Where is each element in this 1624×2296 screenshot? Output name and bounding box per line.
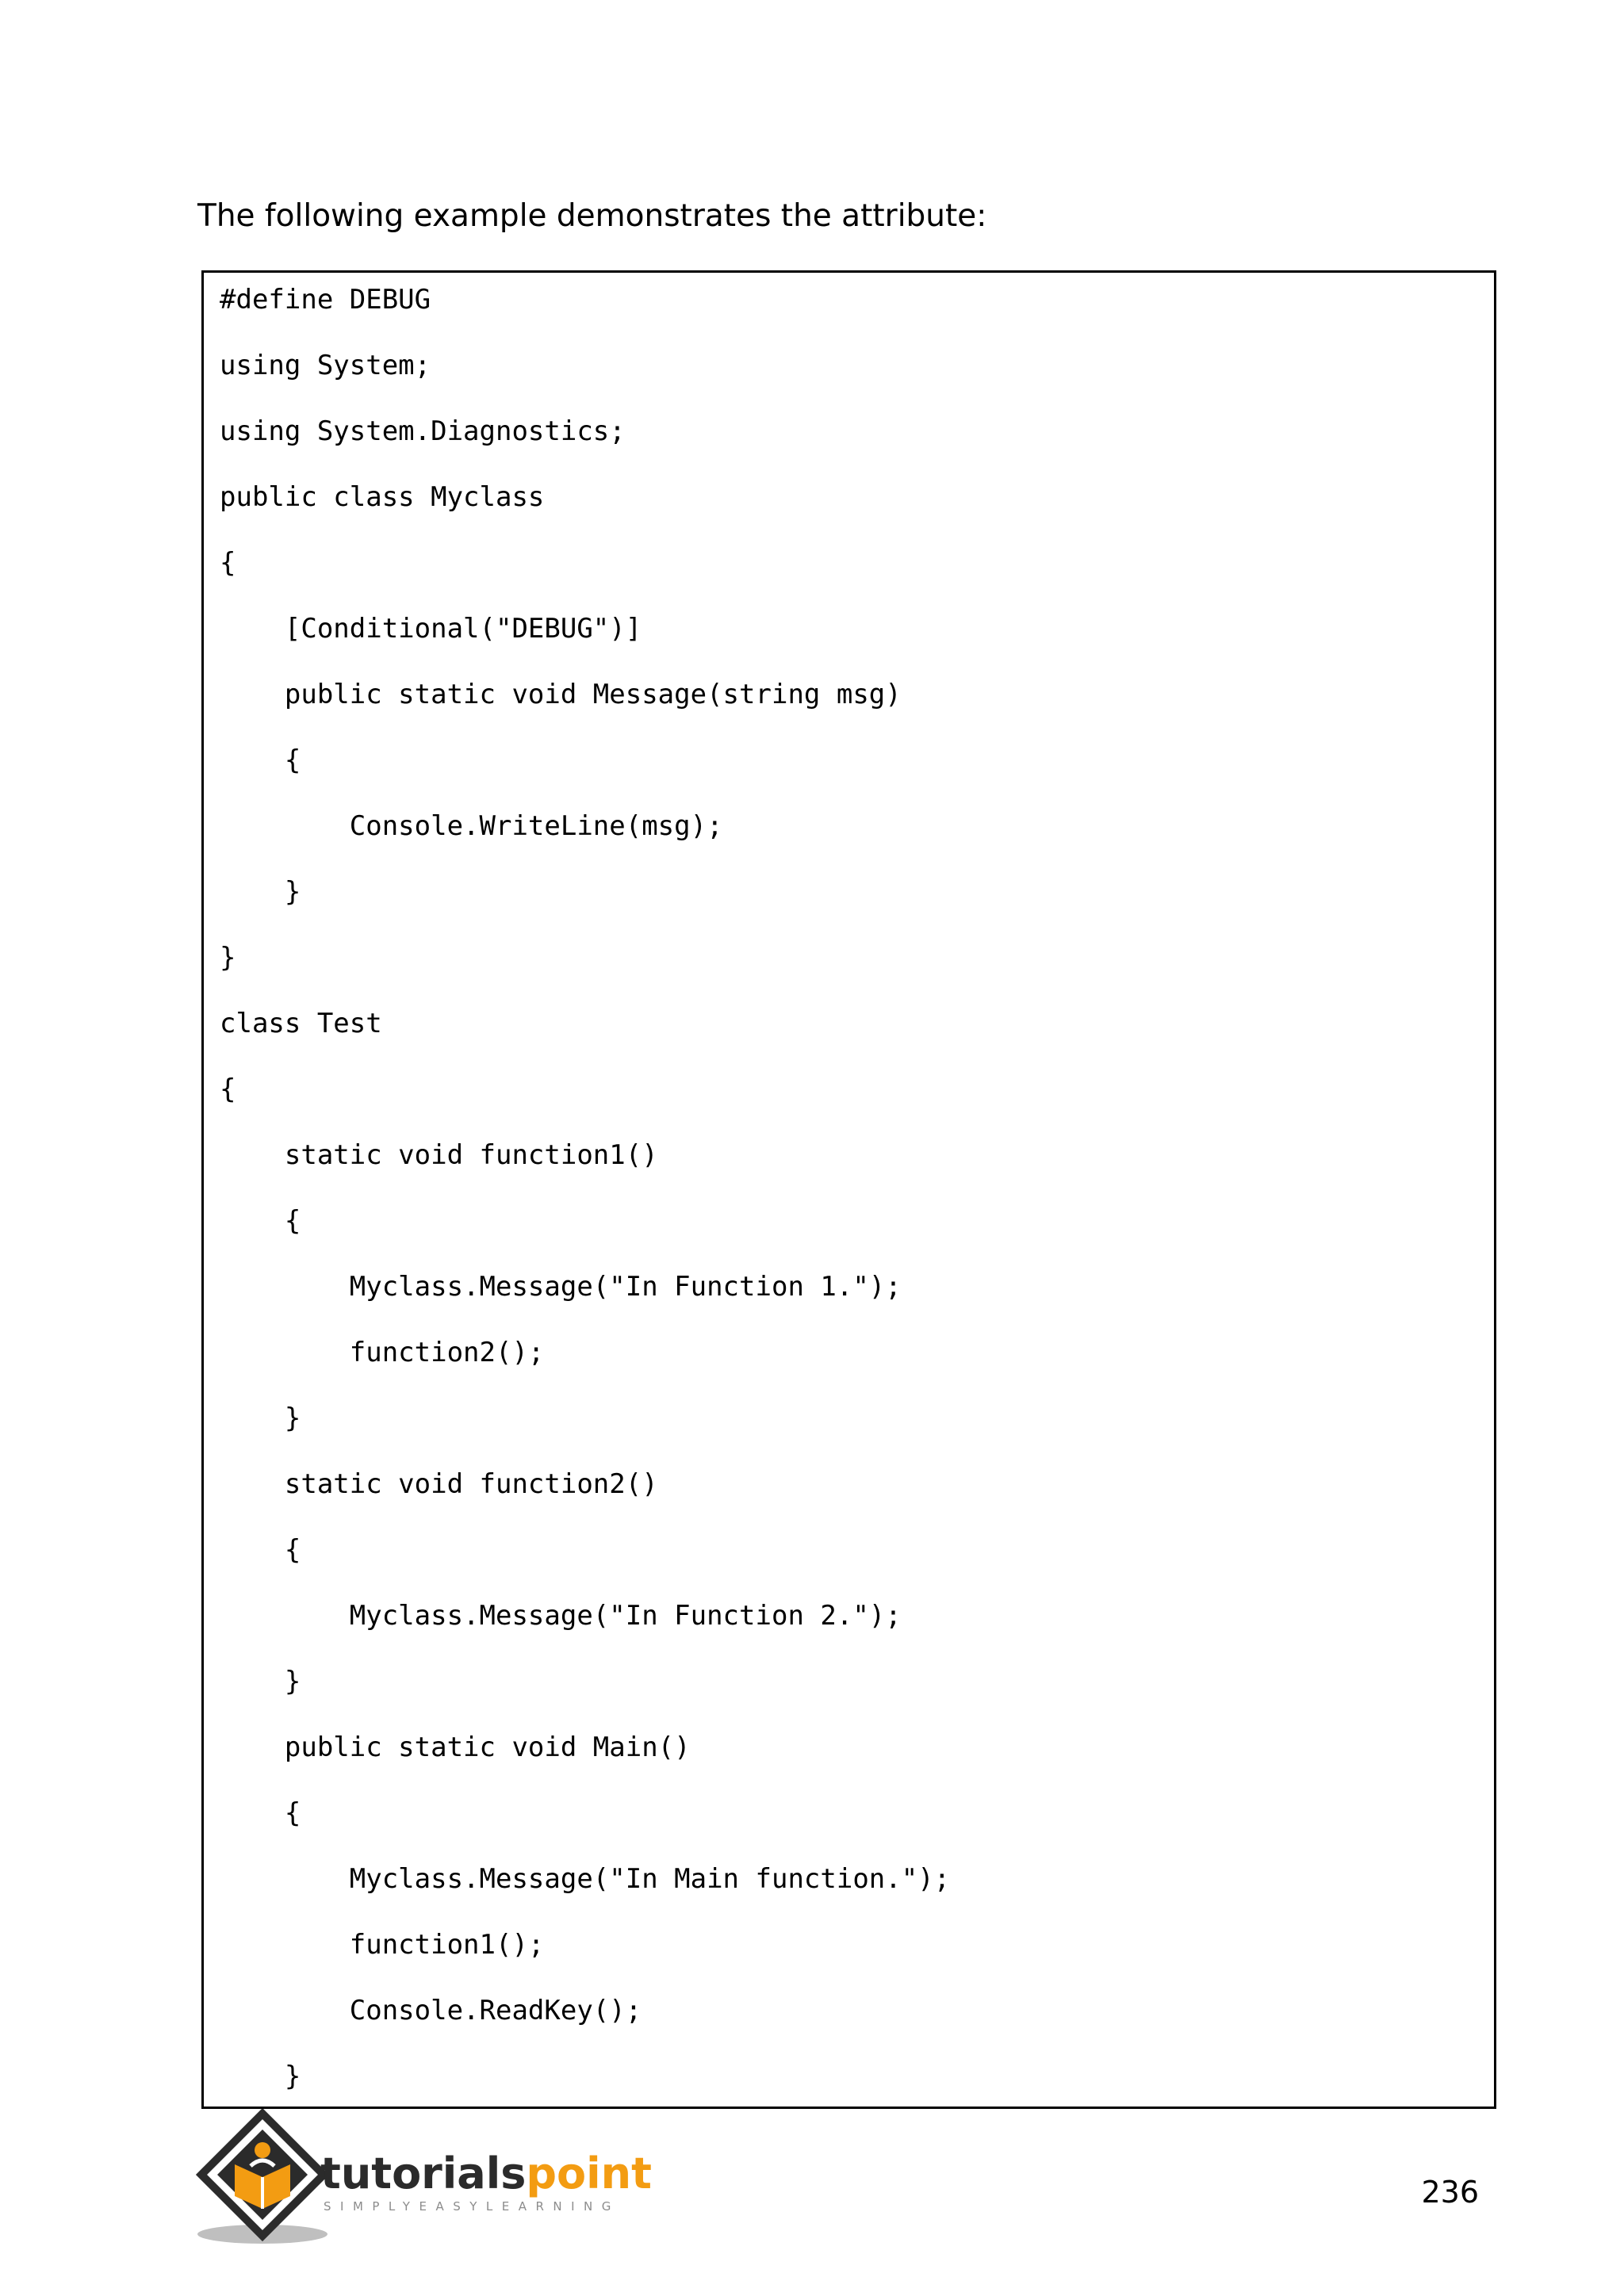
- code-block: [201, 270, 1496, 2109]
- logo-brand-accent: point: [526, 2149, 652, 2198]
- intro-paragraph: The following example demonstrates the attribute:: [197, 198, 987, 234]
- logo-graphic: [195, 2109, 655, 2248]
- code-line: {: [220, 1073, 236, 1105]
- code-line: Console.WriteLine(msg);: [220, 810, 723, 842]
- code-line: Myclass.Message("In Main function.");: [220, 1863, 951, 1895]
- svg-text:tutorialspoint: [320, 2149, 652, 2198]
- code-line: public static void Main(): [220, 1732, 691, 1763]
- code-line: {: [220, 1534, 301, 1566]
- code-line: static void function1(): [220, 1139, 658, 1171]
- code-line: {: [220, 1205, 301, 1237]
- code-line: #define DEBUG: [220, 284, 431, 316]
- code-line: static void function2(): [220, 1468, 658, 1500]
- logo-tagline: SIMPLYEASYLEARNING: [324, 2199, 620, 2214]
- code-line: {: [220, 547, 236, 579]
- code-line: function2();: [220, 1337, 545, 1368]
- logo-figure-icon: [255, 2142, 270, 2158]
- code-line: Console.ReadKey();: [220, 1995, 642, 2026]
- code-line: using System;: [220, 350, 431, 381]
- page-number: 236: [1421, 2175, 1479, 2210]
- code-line: using System.Diagnostics;: [220, 415, 626, 447]
- code-line: {: [220, 744, 301, 776]
- code-line: public class Myclass: [220, 481, 545, 513]
- code-line: }: [220, 942, 236, 974]
- code-line: Myclass.Message("In Function 2.");: [220, 1600, 902, 1632]
- code-line: public static void Message(string msg): [220, 679, 902, 710]
- logo-brand-primary: tutorials: [320, 2149, 527, 2198]
- code-line: class Test: [220, 1008, 382, 1039]
- code-line: Myclass.Message("In Function 1.");: [220, 1271, 902, 1303]
- code-line: }: [220, 1402, 301, 1434]
- code-line: {: [220, 1797, 301, 1829]
- code-line: }: [220, 2061, 301, 2092]
- code-line: }: [220, 1666, 301, 1697]
- tutorialspoint-logo: [195, 2109, 655, 2248]
- code-line: }: [220, 876, 301, 908]
- code-line: function1();: [220, 1929, 545, 1961]
- code-line: [Conditional("DEBUG")]: [220, 613, 642, 645]
